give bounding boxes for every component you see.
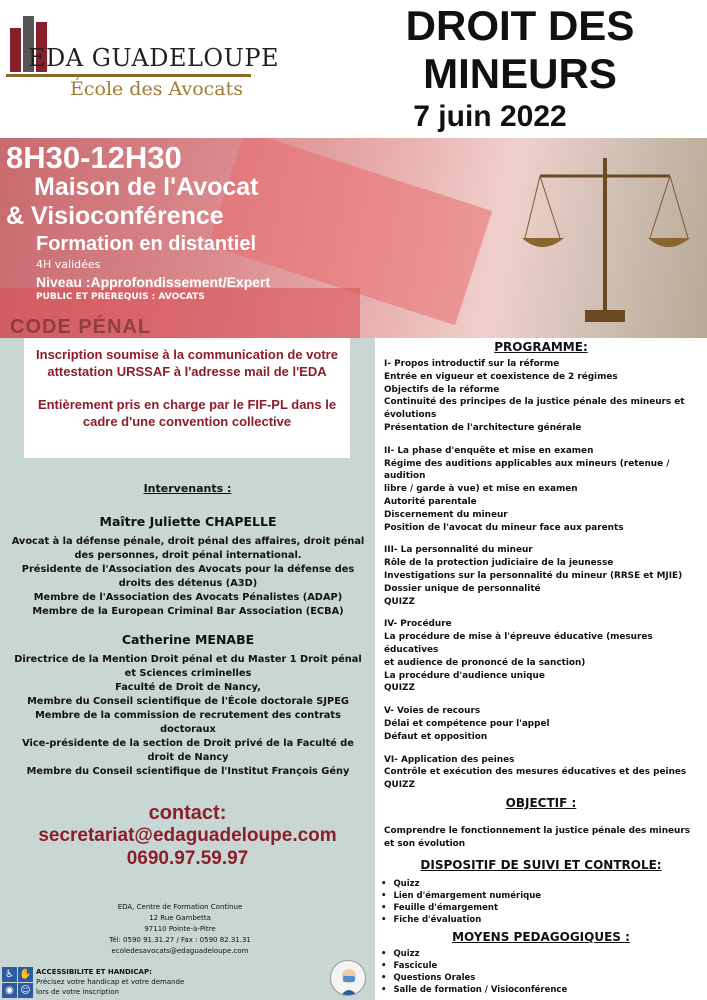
accessibility-note [0,965,375,1000]
programme-line: Position de l'avocat du mineur face aux parents [384,522,624,533]
contact-heading: contact: [148,802,227,824]
programme-section-1 [384,358,704,435]
address-line: 97110 Pointe-à-Pitre [144,925,216,933]
accessibility-line: Précisez votre handicap et votre demande [36,978,185,986]
event-date: 7 juin 2022 [413,100,567,133]
programme-line: QUIZZ [384,780,415,791]
programme-line: libre / garde à vue) et mise en examen [384,484,578,495]
programme-line: QUIZZ [384,596,415,607]
speaker-detail: Membre de l'Association des Avocats Pénalistes (ADAP) [33,592,343,603]
programme-line: Continuité des principes de la justice pénale des mineurs et [384,397,685,408]
hearing-icon: ✋ [19,969,32,980]
hero-banner [0,138,707,338]
programme-section-4 [384,618,704,695]
programme-line: La procédure d'audience unique [384,670,545,681]
left-panel [0,338,375,1000]
speaker-name: Catherine MENABE [121,632,255,647]
address-line[interactable]: ecoledesavocats@edaguadeloupe.com [111,947,249,955]
address-line: 12 Rue Gambetta [149,914,211,922]
speaker-detail: Directrice de la Mention Droit pénal et du Master 1 Droit pénal [14,654,362,665]
programme-line: III- La personnalité du mineur [384,545,533,556]
scales-of-justice-icon [520,138,690,328]
list-item: • Feuille d'émargement [381,902,701,914]
mask-required-icon [330,960,366,996]
programme-section-6 [384,754,704,792]
programme-line: QUIZZ [384,683,415,694]
visual-icon: ◉ [2,983,17,998]
list-item: • Salle de formation / Visioconférence [381,984,701,996]
speaker-detail: Membre de la commission de recrutement des contrats [35,710,341,721]
speaker-detail: et Sciences criminelles [124,668,252,679]
speaker-menabe [8,632,368,779]
contact-email[interactable]: secretariat@edaguadeloupe.com [38,825,337,846]
location-line-2: & Visioconférence [6,202,224,230]
programme-line: Rôle de la protection judiciaire de la jeunesse [384,558,614,569]
registration-note: Inscription soumise à la communication de votre attestation URSSAF à l'adresse mail de l'EDA [36,347,338,379]
objectif-heading: OBJECTIF : [505,796,577,810]
address-line: Tél: 0590 91.31.27 / Fax : 0590 82.31.31 [109,936,251,944]
speaker-chapelle [8,514,368,619]
programme-section-3 [384,544,704,608]
speaker-detail: droit de Nancy [147,752,229,763]
location-line-1: Maison de l'Avocat [34,173,259,201]
title-line-2: MINEURS [423,50,617,97]
moyens-heading: MOYENS PEDAGOGIQUES : [452,930,630,944]
header [0,0,707,138]
programme-line: VI- Application des peines [384,754,515,765]
dispositif-heading: DISPOSITIF DE SUIVI ET CONTROLE: [420,858,662,872]
session-time: 8H30-12H30 [6,140,182,175]
programme-list [384,358,704,802]
speaker-detail: droits des détenus (A3D) [118,578,258,589]
programme-line: Délai et compétence pour l'appel [384,718,550,729]
list-item: • Quizz [381,948,701,960]
registration-box [24,338,350,458]
programme-line: Présentation de l'architecture générale [384,422,582,433]
level-text: Niveau :Approfondissement/Expert [36,274,271,290]
programme-line: Contrôle et exécution des mesures éducatives et des peines [384,767,687,778]
eda-logo [6,8,279,100]
logo-divider [6,74,251,77]
programme-line: II- La phase d'enquête et mise en examen [384,445,594,456]
cognitive-icon: ☺ [18,983,33,998]
programme-line: Entrée en vigueur et coexistence de 2 régimes [384,371,618,382]
programme-line: Régime des auditions applicables aux mineurs (retenue / audition [384,458,670,482]
speaker-detail: Membre du Conseil scientifique de l'Institut François Gény [26,766,350,777]
speaker-detail: Avocat à la défense pénale, droit pénal des affaires, droit pénal [11,536,365,547]
speaker-detail: Membre de la European Criminal Bar Association (ECBA) [32,606,344,617]
wheelchair-icon: ♿ [2,967,17,982]
programme-section-5 [384,705,704,743]
list-item: • Fiche d'évaluation [381,914,701,926]
speaker-name: Maître Juliette CHAPELLE [99,514,277,529]
public-prerequisites: PUBLIC ET PREREQUIS : AVOCATS [36,292,205,302]
accessibility-icons [2,967,34,999]
speaker-detail: Présidente de l'Association des Avocats pour la défense des [21,564,355,575]
speaker-detail: Vice-présidente de la section de Droit privé de la Faculté de [22,738,354,749]
training-format: Formation en distantiel [36,233,257,255]
objectif-text [384,825,704,851]
funding-note: Entièrement pris en charge par le FIF-PL dans le cadre d'une convention collective [37,397,337,429]
contact-phone[interactable]: 0690.97.59.97 [126,848,249,869]
accessibility-text [36,967,184,997]
programme-line: V- Voies de recours [384,706,481,717]
programme-heading: PROGRAMME: [494,340,588,354]
programme-line: Dossier unique de personnalité [384,583,541,594]
programme-section-2 [384,445,704,535]
validated-hours: 4H validées [36,258,101,271]
objectif-line: et son évolution [384,838,466,849]
title-line-1: DROIT DES [405,2,635,49]
programme-line: évolutions [384,410,437,421]
dispositif-list [381,878,701,926]
accessibility-line: lors de votre inscription [36,988,119,996]
programme-line: IV- Procédure [384,619,452,630]
list-item: • Lien d'émargement numérique [381,890,701,902]
programme-line: Discernement du mineur [384,509,508,520]
right-panel [375,338,707,1000]
speaker-detail: doctoraux [160,724,216,735]
logo-subtitle: École des Avocats [70,78,243,100]
intervenants-heading: Intervenants : [143,482,232,495]
speaker-detail: des personnes, droit pénal international. [74,550,302,561]
programme-line: I- Propos introductif sur la réforme [384,359,560,369]
list-item: • Questions Orales [381,972,701,984]
logo-name: EDA GUADELOUPE [28,44,279,72]
list-item: • Fascicule [381,960,701,972]
programme-line: Autorité parentale [384,496,477,507]
page-title [340,2,700,98]
moyens-list [381,948,701,996]
programme-line: Investigations sur la personnalité du mineur (RRSE et MJIE) [384,570,683,581]
address-line: EDA, Centre de Formation Continue [117,903,243,911]
programme-line: et audience de prononcé de la sanction) [384,657,586,668]
objectif-line: Comprendre le fonctionnement la justice pénale des mineurs [384,826,691,836]
speaker-detail: Membre du Conseil scientifique de l'École doctorale SJPEG [27,696,349,707]
speaker-detail: Faculté de Droit de Nancy, [115,682,261,693]
postal-address [90,902,270,957]
book-title-text: CODE PÉNAL [10,316,152,338]
programme-line: Objectifs de la réforme [384,384,500,395]
programme-line: Défaut et opposition [384,731,488,742]
list-item: • Quizz [381,878,701,890]
accessibility-heading: ACCESSIBILITE ET HANDICAP: [36,968,152,976]
programme-line: La procédure de mise à l'épreuve éducative (mesures éducatives [384,632,653,655]
